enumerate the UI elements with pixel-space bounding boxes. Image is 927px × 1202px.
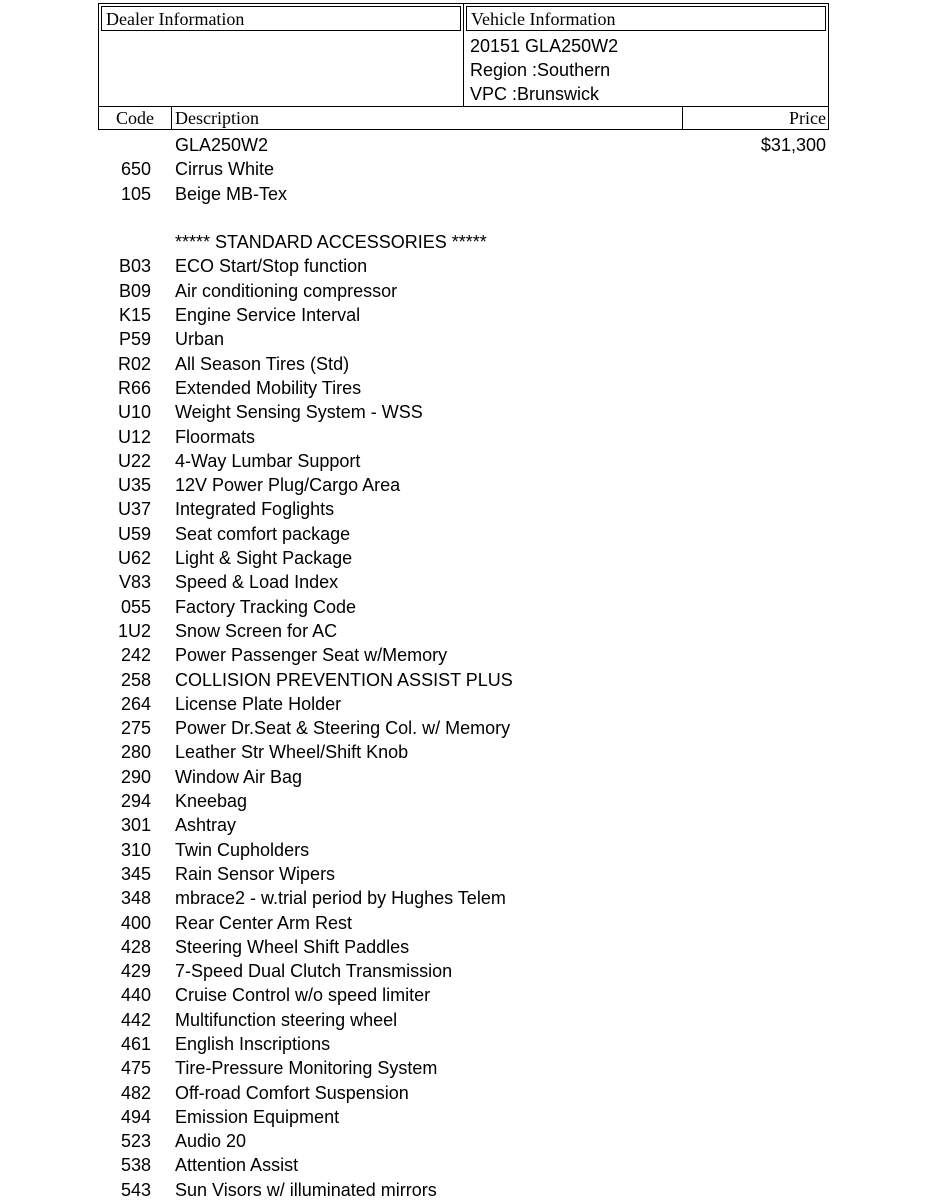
option-row [0, 716, 927, 740]
option-row [0, 206, 927, 230]
option-row [0, 1178, 927, 1202]
dealer-info-title: Dealer Information [106, 9, 245, 29]
option-code: U62 [117, 548, 151, 569]
option-row [0, 911, 927, 935]
option-row [0, 692, 927, 716]
option-description: Light & Sight Package [175, 548, 353, 569]
option-row [0, 473, 927, 497]
option-code: 523 [120, 1131, 151, 1152]
option-row [0, 400, 927, 424]
option-description: Cruise Control w/o speed limiter [175, 985, 431, 1006]
option-description: Urban [175, 329, 225, 350]
option-code: 310 [120, 839, 151, 860]
option-row [0, 1153, 927, 1177]
option-row [0, 813, 927, 837]
option-row [0, 570, 927, 594]
option-code: P59 [118, 329, 151, 350]
option-description: Steering Wheel Shift Paddles [175, 936, 410, 957]
option-description: ***** STANDARD ACCESSORIES ***** [175, 232, 487, 253]
option-row [0, 668, 927, 692]
option-code: 275 [120, 718, 151, 739]
option-code: 301 [120, 815, 151, 836]
option-row [0, 1081, 927, 1105]
column-header-price: Price [682, 106, 829, 130]
option-row [0, 1129, 927, 1153]
option-description: English Inscriptions [175, 1033, 331, 1054]
option-code: 543 [120, 1179, 151, 1200]
option-code: 242 [120, 645, 151, 666]
option-description: 12V Power Plug/Cargo Area [175, 475, 401, 496]
option-row [0, 449, 927, 473]
option-description: Tire-Pressure Monitoring System [175, 1058, 438, 1079]
vehicle-info-header [466, 6, 826, 31]
option-description: Ashtray [175, 815, 237, 836]
option-list [0, 133, 927, 1202]
option-description: Extended Mobility Tires [175, 377, 362, 398]
option-row [0, 352, 927, 376]
option-description: Attention Assist [175, 1155, 299, 1176]
option-code: 348 [120, 888, 151, 909]
option-row [0, 838, 927, 862]
option-description: Floormats [175, 426, 256, 447]
option-description: mbrace2 - w.trial period by Hughes Telem [175, 888, 506, 909]
option-description: Speed & Load Index [175, 572, 339, 593]
option-description: Seat comfort package [175, 523, 351, 544]
option-row [0, 765, 927, 789]
option-row [0, 279, 927, 303]
option-description: Integrated Foglights [175, 499, 335, 520]
option-row [0, 1105, 927, 1129]
option-code: 429 [120, 961, 151, 982]
option-code: 650 [120, 159, 151, 180]
option-description: Air conditioning compressor [175, 280, 398, 301]
option-row [0, 254, 927, 278]
option-code: V83 [118, 572, 151, 593]
option-code: U12 [117, 426, 151, 447]
option-code: 345 [120, 863, 151, 884]
option-row [0, 595, 927, 619]
option-code: 1U2 [117, 620, 151, 641]
option-code: 055 [120, 596, 151, 617]
dealer-info-header [101, 6, 461, 31]
option-row [0, 497, 927, 521]
option-description: Twin Cupholders [175, 839, 310, 860]
option-price: $31,300 [760, 135, 826, 155]
option-description: Emission Equipment [175, 1106, 340, 1127]
option-row [0, 643, 927, 667]
vehicle-region-line: Region :Southern [470, 60, 611, 80]
option-code: 442 [120, 1009, 151, 1030]
option-row [0, 182, 927, 206]
option-description: Rain Sensor Wipers [175, 863, 336, 884]
option-description: All Season Tires (Std) [175, 353, 350, 374]
option-row [0, 522, 927, 546]
option-description: 7-Speed Dual Clutch Transmission [175, 961, 453, 982]
vehicle-info-title: Vehicle Information [471, 9, 616, 29]
vehicle-model-line: 20151 GLA250W2 [470, 36, 619, 56]
option-description: Multifunction steering wheel [175, 1009, 398, 1030]
option-description: Engine Service Interval [175, 305, 361, 326]
option-code: B09 [118, 280, 151, 301]
option-description: Power Passenger Seat w/Memory [175, 645, 448, 666]
option-row [0, 619, 927, 643]
option-description: Snow Screen for AC [175, 620, 338, 641]
option-code: U22 [117, 450, 151, 471]
option-description: Audio 20 [175, 1131, 247, 1152]
option-row [0, 303, 927, 327]
option-description: License Plate Holder [175, 693, 342, 714]
option-row [0, 376, 927, 400]
option-row [0, 1056, 927, 1080]
option-description: Factory Tracking Code [175, 596, 357, 617]
option-description: Sun Visors w/ illuminated mirrors [175, 1179, 437, 1200]
option-description: COLLISION PREVENTION ASSIST PLUS [175, 669, 513, 690]
column-header-description: Description [171, 106, 683, 130]
option-row [0, 959, 927, 983]
option-code: U59 [117, 523, 151, 544]
option-code: 290 [120, 766, 151, 787]
option-code: U10 [117, 402, 151, 423]
option-description: Window Air Bag [175, 766, 303, 787]
option-row [0, 230, 927, 254]
option-code: 440 [120, 985, 151, 1006]
option-code: R02 [117, 353, 151, 374]
column-header-code: Code [98, 106, 172, 130]
option-description: Cirrus White [175, 159, 275, 180]
option-code: U37 [117, 499, 151, 520]
option-code: 482 [120, 1082, 151, 1103]
option-row [0, 935, 927, 959]
option-row [0, 886, 927, 910]
option-code: 494 [120, 1106, 151, 1127]
option-description: Kneebag [175, 791, 248, 812]
option-description: ECO Start/Stop function [175, 256, 368, 277]
option-description: Off-road Comfort Suspension [175, 1082, 409, 1103]
option-description: Rear Center Arm Rest [175, 912, 353, 933]
option-code: 428 [120, 936, 151, 957]
option-row [0, 862, 927, 886]
option-row [0, 740, 927, 764]
option-code: 294 [120, 791, 151, 812]
option-code: 264 [120, 693, 151, 714]
option-row [0, 157, 927, 181]
option-row [0, 789, 927, 813]
option-code: 258 [120, 669, 151, 690]
option-code: R66 [117, 377, 151, 398]
option-description: Weight Sensing System - WSS [175, 402, 423, 423]
option-description: Power Dr.Seat & Steering Col. w/ Memory [175, 718, 511, 739]
option-row [0, 983, 927, 1007]
option-code: 538 [120, 1155, 151, 1176]
option-description: 4-Way Lumbar Support [175, 450, 361, 471]
option-code: 105 [120, 183, 151, 204]
option-code: 280 [120, 742, 151, 763]
option-code: B03 [118, 256, 151, 277]
option-row [0, 1008, 927, 1032]
option-code: 400 [120, 912, 151, 933]
option-code: 461 [120, 1033, 151, 1054]
option-code: K15 [118, 305, 151, 326]
option-row [0, 327, 927, 351]
option-row [0, 546, 927, 570]
option-row [0, 425, 927, 449]
option-description: Leather Str Wheel/Shift Knob [175, 742, 409, 763]
option-row [0, 1032, 927, 1056]
option-row [0, 133, 927, 157]
option-description: GLA250W2 [175, 135, 269, 155]
option-description: Beige MB-Tex [175, 183, 288, 204]
vehicle-vpc-line: VPC :Brunswick [470, 84, 600, 104]
option-code: 475 [120, 1058, 151, 1079]
option-code: U35 [117, 475, 151, 496]
